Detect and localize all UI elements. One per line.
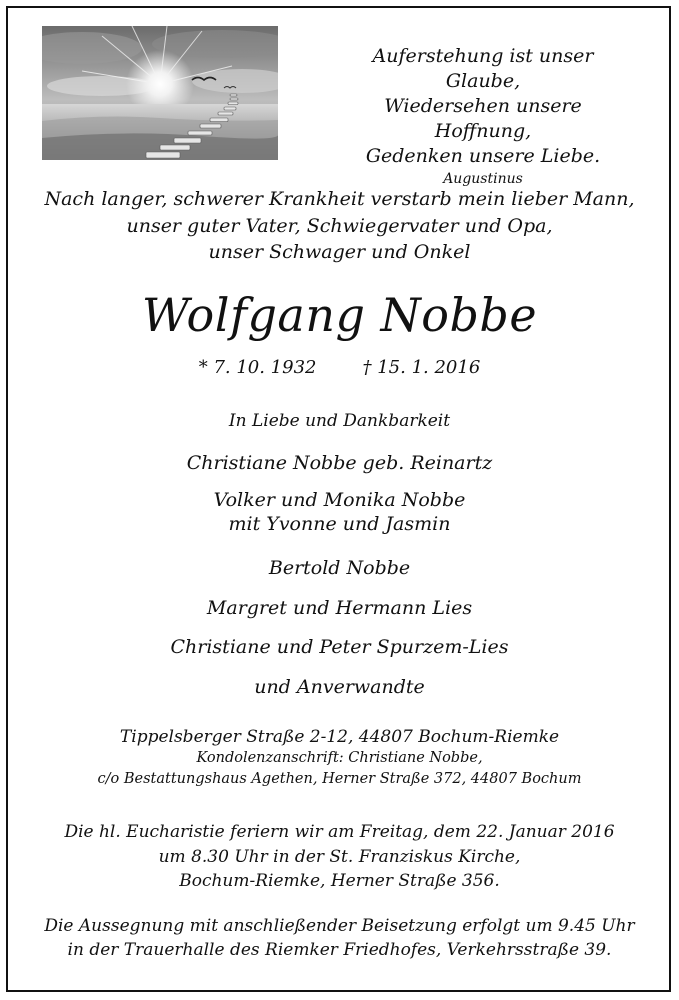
birth-date: * 7. 10. 1932 [198, 357, 317, 378]
mourner-line: Margret und Hermann Lies [206, 597, 473, 619]
mourner-line: Christiane und Peter Spurzem-Lies [170, 636, 509, 658]
burial-line: in der Trauerhalle des Riemker Friedhofes, Verkehrsstraße 39. [67, 940, 612, 960]
quote-line: Wiedersehen unsere Hoffnung, [384, 95, 582, 142]
mourner-line: und Anverwandte [254, 676, 425, 698]
mourner-line: mit Yvonne und Jasmin [228, 513, 451, 535]
quote-source: Augustinus [443, 171, 523, 187]
intro-line: Nach langer, schwerer Krankheit verstarb mein lieber Mann, [44, 188, 635, 210]
mourner-group [0, 488, 679, 536]
intro-line: unser guter Vater, Schwiegervater und Opa, [126, 214, 553, 237]
condolence-address: Kondolenzanschrift: Christiane Nobbe, [196, 750, 483, 766]
life-dates [0, 356, 679, 380]
deceased-name: Wolfgang Nobbe [141, 288, 538, 342]
death-date: † 15. 1. 2016 [362, 357, 481, 378]
burial-info [0, 914, 679, 962]
quote-line: Gedenken unsere Liebe. [365, 145, 601, 167]
service-line: Bochum-Riemke, Herner Straße 356. [179, 871, 500, 891]
quote-block [335, 44, 631, 189]
address-block [0, 726, 679, 790]
intro-line: unser Schwager und Onkel [208, 241, 471, 263]
mourner-line: Volker und Monika Nobbe [213, 489, 466, 511]
mourner-line: Bertold Nobbe [268, 557, 411, 579]
mourners-heading: In Liebe und Dankbarkeit [228, 411, 451, 431]
care-of-address: c/o Bestattungshaus Agethen, Herner Straße 372, 44807 Bochum [97, 771, 582, 787]
service-info [0, 820, 679, 894]
service-line: um 8.30 Uhr in der St. Franziskus Kirche, [158, 846, 521, 867]
home-address: Tippelsberger Straße 2-12, 44807 Bochum-Riemke [119, 727, 560, 747]
intro-text [0, 186, 679, 266]
service-line: Die hl. Eucharistie feriern wir am Freitag, dem 22. Januar 2016 [64, 822, 615, 842]
burial-line: Die Aussegnung mit anschließender Beisetzung erfolgt um 9.45 Uhr [44, 916, 635, 936]
stairway-sky-image [42, 26, 278, 160]
quote-line: Auferstehung ist unser Glaube, [372, 45, 594, 92]
mourner-line: Christiane Nobbe geb. Reinartz [186, 452, 493, 474]
